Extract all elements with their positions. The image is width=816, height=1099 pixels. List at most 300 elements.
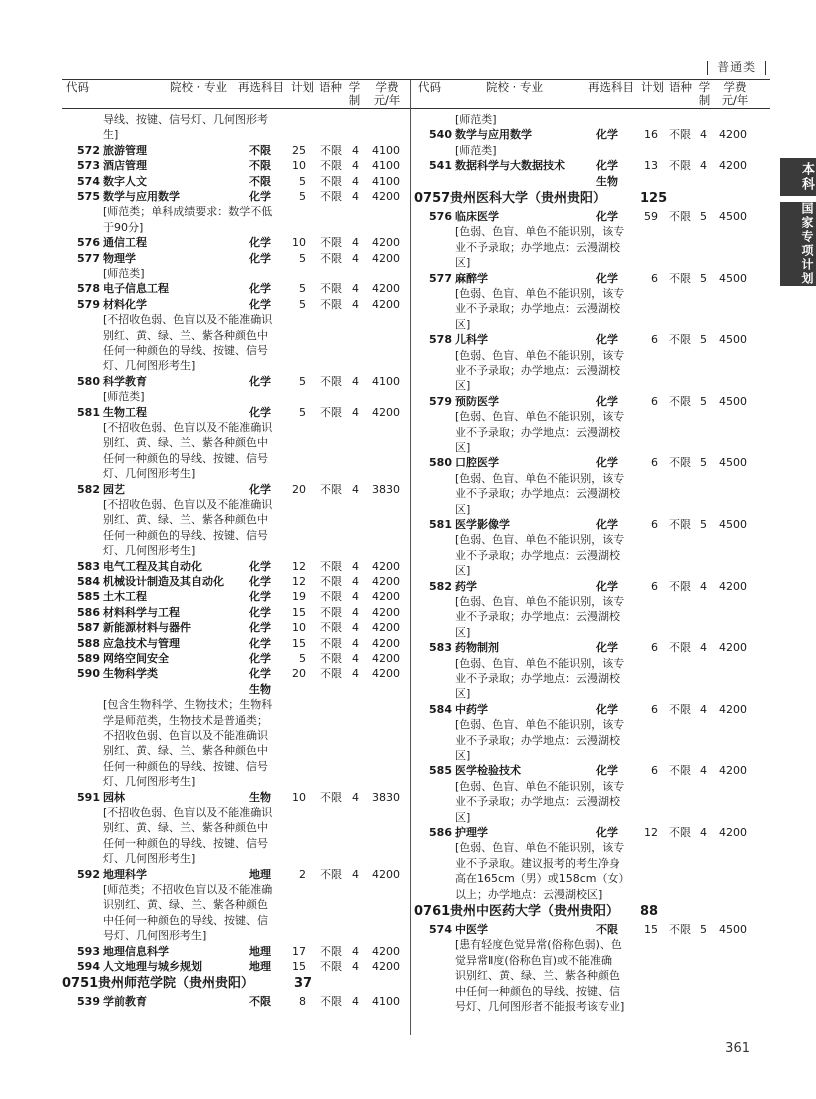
major-row	[62, 589, 408, 604]
header-duration: 学制	[348, 80, 361, 107]
reselect-subject: 化学	[249, 559, 271, 573]
major-code: 578	[77, 282, 100, 296]
tuition: 4100	[372, 159, 400, 173]
major-code: 581	[429, 518, 452, 532]
major-row	[62, 405, 408, 420]
note-line: 区]	[455, 564, 471, 578]
plan-count: 10	[292, 790, 306, 804]
major-note	[414, 717, 770, 763]
major-code: 579	[77, 297, 100, 311]
major-row	[62, 251, 408, 266]
note-line: 区]	[455, 502, 471, 516]
note-line: [患有轻度色觉异常(俗称色弱)、色	[455, 938, 622, 952]
language: 不限	[669, 579, 691, 593]
major-name: 土木工程	[103, 590, 147, 604]
institution-row	[414, 902, 770, 922]
duration: 5	[700, 209, 707, 223]
language: 不限	[320, 143, 342, 157]
language: 不限	[320, 867, 342, 881]
note-line: [师范类]	[455, 113, 497, 126]
major-name: 材料科学与工程	[103, 605, 180, 619]
major-code: 577	[429, 271, 452, 285]
major-row	[414, 825, 770, 840]
plan-count: 15	[292, 605, 306, 619]
duration: 4	[700, 702, 707, 716]
tuition: 4200	[372, 189, 400, 203]
major-row	[62, 281, 408, 296]
major-name: 材料化学	[103, 297, 147, 311]
plan-count: 6	[651, 764, 658, 778]
plan-count: 5	[299, 189, 306, 203]
side-tab-undergrad: 本科	[780, 158, 816, 196]
institution-code: 0761	[414, 904, 451, 920]
institution-name: 贵州师范学院（贵州贵阳）	[98, 976, 255, 992]
tuition: 4200	[372, 636, 400, 650]
major-name: 应急技术与管理	[103, 636, 180, 650]
institution-row	[414, 189, 770, 209]
major-code: 582	[429, 579, 452, 593]
tuition: 4200	[719, 764, 747, 778]
header-duration: 学制	[698, 80, 711, 107]
language: 不限	[320, 790, 342, 804]
major-name: 医学影像学	[455, 518, 510, 532]
header-tuition: 学费元/年	[373, 80, 401, 107]
reselect-subject: 化学	[596, 333, 618, 347]
tuition: 4100	[372, 374, 400, 388]
duration: 5	[700, 518, 707, 532]
note-line: [色弱、色盲、单色不能识别，该专	[455, 533, 625, 547]
duration: 4	[352, 944, 359, 958]
duration: 4	[352, 605, 359, 619]
plan-count: 12	[292, 575, 306, 588]
duration: 5	[700, 923, 707, 937]
plan-count: 12	[292, 559, 306, 573]
language: 不限	[320, 159, 342, 173]
plan-count: 6	[651, 641, 658, 655]
major-row	[62, 158, 408, 173]
reselect-subject-2: 生物	[596, 174, 618, 188]
tuition: 4200	[372, 297, 400, 311]
major-name: 数学与应用数学	[455, 128, 532, 142]
plan-count: 15	[292, 959, 306, 973]
major-code: 580	[77, 374, 100, 388]
note-line: 业不予录取；办学地点：云漫湖校	[455, 548, 620, 562]
major-note	[414, 224, 770, 270]
plan-count: 20	[292, 667, 306, 681]
note-line: 灯、几何图形考生]	[103, 359, 196, 373]
note-line: [色弱、色盲、单色不能识别，该专	[455, 841, 625, 855]
plan-count: 10	[292, 621, 306, 635]
major-row	[62, 944, 408, 959]
duration: 5	[700, 456, 707, 470]
major-name: 数据科学与大数据技术	[455, 159, 565, 173]
major-note	[414, 286, 770, 332]
tuition: 4500	[719, 333, 747, 347]
duration: 5	[700, 333, 707, 347]
language: 不限	[669, 702, 691, 716]
reselect-subject: 化学	[249, 236, 271, 250]
header-plan: 计划	[291, 80, 314, 94]
note-line: [包含生物科学、生物技术；生物科	[103, 698, 273, 712]
major-code: 588	[77, 636, 100, 650]
major-name: 儿科学	[455, 333, 488, 347]
note-line: [不招收色弱、色盲以及不能准确识	[103, 420, 273, 434]
major-row	[62, 666, 408, 681]
note-line: 以上；办学地点：云漫湖校区]	[455, 887, 603, 901]
major-code: 592	[77, 867, 100, 881]
column-divider	[410, 80, 411, 1035]
header-reselect: 再选科目	[588, 80, 634, 94]
major-row	[414, 579, 770, 594]
note-line: [色弱、色盲、单色不能识别，该专	[455, 595, 625, 609]
major-row	[414, 517, 770, 532]
major-row	[414, 922, 770, 937]
note-line: [师范类]	[455, 143, 497, 157]
reselect-subject: 地理	[249, 867, 271, 881]
tuition: 4200	[719, 159, 747, 173]
note-line: [不招收色弱、色盲以及不能准确识	[103, 805, 273, 819]
tuition: 4200	[719, 826, 747, 840]
duration: 4	[352, 667, 359, 681]
note-line: 高在165cm（男）或158cm（女）	[455, 872, 630, 886]
header-rule	[62, 108, 770, 109]
note-line: 别红、黄、绿、兰、紫各种颜色中	[103, 744, 268, 758]
note-line: [色弱、色盲、单色不能识别，该专	[455, 656, 625, 670]
major-code: 573	[77, 159, 100, 173]
reselect-subject-2: 生物	[249, 682, 271, 696]
major-row	[62, 297, 408, 312]
tuition: 4500	[719, 518, 747, 532]
duration: 4	[352, 282, 359, 296]
major-code: 577	[77, 251, 100, 265]
major-note	[62, 420, 408, 482]
plan-count: 16	[644, 128, 658, 142]
language: 不限	[320, 575, 342, 588]
note-line: [师范类]	[103, 390, 145, 404]
major-code: 589	[77, 651, 100, 665]
duration: 4	[352, 143, 359, 157]
tuition: 4200	[372, 282, 400, 296]
reselect-subject: 化学	[249, 590, 271, 604]
duration: 4	[700, 641, 707, 655]
major-row	[414, 763, 770, 778]
plan-count: 5	[299, 374, 306, 388]
major-row	[414, 455, 770, 470]
tuition: 3830	[372, 790, 400, 804]
language: 不限	[669, 826, 691, 840]
institution-code: 0757	[414, 190, 451, 206]
reselect-subject: 化学	[596, 641, 618, 655]
note-line: 号灯、几何图形者不能报考该专业]	[455, 1000, 625, 1014]
major-code: 586	[77, 605, 100, 619]
major-name: 学前教育	[103, 995, 147, 1009]
major-code: 583	[429, 641, 452, 655]
major-name: 中医学	[455, 923, 488, 937]
major-row	[414, 332, 770, 347]
note-line: 业不予录取；办学地点：云漫湖校	[455, 364, 620, 377]
header-plan: 计划	[641, 80, 664, 94]
plan-count: 17	[292, 944, 306, 958]
page-number: 361	[725, 1041, 750, 1056]
major-code: 576	[77, 236, 100, 250]
language: 不限	[320, 236, 342, 250]
institution-row	[62, 974, 408, 994]
plan-count: 5	[299, 174, 306, 188]
note-line: [师范类；单科成绩要求：数学不低	[103, 205, 273, 219]
reselect-subject: 不限	[249, 995, 271, 1009]
language: 不限	[320, 651, 342, 665]
major-name: 网络空间安全	[103, 651, 169, 665]
reselect-subject: 化学	[596, 128, 618, 142]
major-name: 科学教育	[103, 374, 147, 388]
note-line: 别红、黄、绿、兰、紫各种颜色中	[103, 436, 268, 450]
major-note	[62, 204, 408, 235]
note-line: 觉异常Ⅱ度(俗称色盲)或不能准确	[455, 953, 612, 967]
reselect-subject: 不限	[249, 174, 271, 188]
language: 不限	[669, 159, 691, 173]
reselect-subject: 化学	[249, 621, 271, 635]
major-row	[62, 790, 408, 805]
major-code: 574	[77, 174, 100, 188]
note-line: 中任何一种颜色的导线、按键、信	[103, 913, 268, 927]
language: 不限	[669, 128, 691, 142]
major-note	[414, 532, 770, 578]
note-line: 灯、几何图形考生]	[103, 467, 196, 481]
language: 不限	[669, 456, 691, 470]
tuition: 4200	[372, 236, 400, 250]
major-name: 通信工程	[103, 236, 147, 250]
major-row	[414, 158, 770, 173]
reselect-subject: 化学	[249, 651, 271, 665]
language: 不限	[669, 641, 691, 655]
duration: 4	[700, 764, 707, 778]
note-line: 灯、几何图形考生]	[103, 775, 196, 789]
major-code: 572	[77, 143, 100, 157]
language: 不限	[320, 374, 342, 388]
tuition: 4500	[719, 456, 747, 470]
duration: 4	[352, 559, 359, 573]
note-line: [不招收色弱、色盲以及不能准确识	[103, 313, 273, 327]
major-name: 中药学	[455, 702, 488, 716]
language: 不限	[320, 605, 342, 619]
reselect-subject: 化学	[249, 575, 271, 588]
note-line: 识别红、黄、绿、兰、紫各种颜色	[455, 969, 620, 983]
major-code: 584	[429, 702, 452, 716]
tuition: 4500	[719, 394, 747, 408]
major-name: 旅游管理	[103, 143, 147, 157]
major-code: 591	[77, 790, 100, 804]
note-line: 区]	[455, 625, 471, 639]
major-note	[62, 497, 408, 559]
header-reselect: 再选科目	[238, 80, 284, 94]
note-line: [色弱、色盲、单色不能识别，该专	[455, 718, 625, 732]
duration: 4	[352, 236, 359, 250]
note-line: [色弱、色盲、单色不能识别，该专	[455, 286, 625, 300]
tuition: 3830	[372, 482, 400, 496]
major-row	[62, 574, 408, 589]
major-row	[62, 620, 408, 635]
reselect-subject: 化学	[249, 405, 271, 419]
tuition: 4200	[372, 867, 400, 881]
language: 不限	[669, 394, 691, 408]
plan-count: 5	[299, 297, 306, 311]
major-code: 578	[429, 333, 452, 347]
note-line: 区]	[455, 441, 471, 455]
tuition: 4200	[372, 405, 400, 419]
major-note	[414, 779, 770, 825]
note-line: 别红、黄、绿、兰、紫各种颜色中	[103, 513, 268, 527]
second-subject-row	[62, 682, 408, 697]
major-code: 585	[429, 764, 452, 778]
right-column	[414, 112, 770, 1015]
tuition: 4100	[372, 174, 400, 188]
major-row	[62, 559, 408, 574]
duration: 5	[700, 394, 707, 408]
plan-count: 59	[644, 209, 658, 223]
note-line: 别红、黄、绿、兰、紫各种颜色中	[103, 821, 268, 835]
duration: 4	[352, 297, 359, 311]
duration: 4	[352, 636, 359, 650]
institution-name: 贵州中医药大学（贵州贵阳）	[450, 904, 620, 920]
tuition: 4500	[719, 271, 747, 285]
note-line: 任何一种颜色的导线、按键、信号	[103, 343, 268, 357]
plan-count: 10	[292, 236, 306, 250]
major-name: 数学与应用数学	[103, 189, 180, 203]
note-line: 业不予录取；办学地点：云漫湖校	[455, 487, 620, 501]
note-line: 于90分]	[103, 220, 144, 234]
note-line: [师范类]	[103, 266, 145, 280]
language: 不限	[320, 405, 342, 419]
tuition: 4200	[372, 621, 400, 635]
duration: 4	[352, 482, 359, 496]
header-language: 语种	[319, 80, 342, 94]
duration: 4	[352, 790, 359, 804]
tuition: 4200	[719, 128, 747, 142]
plan-count: 15	[292, 636, 306, 650]
reselect-subject: 化学	[596, 518, 618, 532]
major-name: 护理学	[455, 826, 488, 840]
header-tuition: 学费元/年	[721, 80, 749, 107]
reselect-subject: 化学	[596, 159, 618, 173]
note-line: 中任何一种颜色的导线、按键、信	[455, 984, 620, 998]
major-row	[414, 209, 770, 224]
header-school-major: 院校 · 专业	[170, 80, 227, 94]
reselect-subject: 化学	[596, 579, 618, 593]
major-row	[62, 143, 408, 158]
note-line: 号灯、几何图形考生]	[103, 929, 207, 943]
tuition: 4500	[719, 209, 747, 223]
major-name: 电气工程及其自动化	[103, 559, 202, 573]
major-note	[414, 409, 770, 455]
language: 不限	[320, 251, 342, 265]
note-line: 业不予录取；办学地点：云漫湖校	[455, 733, 620, 747]
plan-count: 5	[299, 251, 306, 265]
note-line: [色弱、色盲、单色不能识别，该专	[455, 410, 625, 424]
major-row	[62, 174, 408, 189]
major-code: 587	[77, 621, 100, 635]
reselect-subject: 地理	[249, 959, 271, 973]
note-line: 业不予录取。建议报考的考生净身	[455, 856, 620, 870]
reselect-subject: 化学	[596, 826, 618, 840]
major-note	[414, 840, 770, 902]
major-name: 药物制剂	[455, 641, 499, 655]
tuition: 4200	[372, 605, 400, 619]
major-code: 576	[429, 209, 452, 223]
major-note	[414, 143, 770, 158]
note-line: [色弱、色盲、单色不能识别，该专	[455, 471, 625, 485]
major-note	[414, 594, 770, 640]
duration: 4	[352, 651, 359, 665]
duration: 4	[700, 159, 707, 173]
duration: 4	[352, 374, 359, 388]
plan-count: 19	[292, 590, 306, 604]
major-code: 583	[77, 559, 100, 573]
major-row	[62, 636, 408, 651]
major-code: 586	[429, 826, 452, 840]
institution-total: 37	[294, 976, 313, 992]
duration: 4	[352, 251, 359, 265]
reselect-subject: 不限	[596, 923, 618, 937]
plan-count: 10	[292, 159, 306, 173]
reselect-subject: 化学	[249, 374, 271, 388]
header-language: 语种	[669, 80, 692, 94]
second-subject-row	[414, 174, 770, 189]
tuition: 4200	[372, 251, 400, 265]
major-name: 口腔医学	[455, 456, 499, 470]
major-row	[62, 994, 408, 1009]
right-column-header	[414, 81, 770, 108]
major-row	[62, 867, 408, 882]
major-code: 584	[77, 575, 100, 588]
language: 不限	[320, 297, 342, 311]
institution-code: 0751	[62, 976, 99, 992]
plan-count: 15	[644, 923, 658, 937]
major-row	[414, 640, 770, 655]
note-line: 任何一种颜色的导线、按键、信号	[103, 759, 268, 773]
major-note	[62, 697, 408, 789]
major-code: 585	[77, 590, 100, 604]
language: 不限	[320, 621, 342, 635]
header-code: 代码	[418, 80, 441, 94]
major-name: 预防医学	[455, 394, 499, 408]
major-code: 593	[77, 944, 100, 958]
plan-count: 5	[299, 282, 306, 296]
note-line: 区]	[455, 687, 471, 701]
institution-name: 贵州医科大学（贵州贵阳）	[450, 190, 607, 206]
note-line: 识别红、黄、绿、兰、紫各种颜色	[103, 898, 268, 912]
reselect-subject: 化学	[249, 297, 271, 311]
language: 不限	[320, 959, 342, 973]
language: 不限	[320, 636, 342, 650]
note-line: 任何一种颜色的导线、按键、信号	[103, 528, 268, 542]
major-name: 机械设计制造及其自动化	[103, 575, 224, 588]
duration: 4	[352, 159, 359, 173]
note-line: [色弱、色盲、单色不能识别，该专	[455, 225, 625, 239]
note-line: [师范类；不招收色盲以及不能准确	[103, 882, 273, 896]
note-line: 业不予录取；办学地点：云漫湖校	[455, 240, 620, 254]
language: 不限	[669, 923, 691, 937]
language: 不限	[320, 559, 342, 573]
major-name: 地理科学	[103, 867, 147, 881]
major-code: 582	[77, 482, 100, 496]
major-note	[414, 112, 770, 127]
note-line: 不招收色弱、色盲以及不能准确识	[103, 728, 268, 742]
header-bar-left	[707, 61, 708, 75]
note-line: 任何一种颜色的导线、按键、信号	[103, 836, 268, 850]
plan-count: 6	[651, 394, 658, 408]
reselect-subject: 化学	[249, 251, 271, 265]
reselect-subject: 不限	[249, 159, 271, 173]
